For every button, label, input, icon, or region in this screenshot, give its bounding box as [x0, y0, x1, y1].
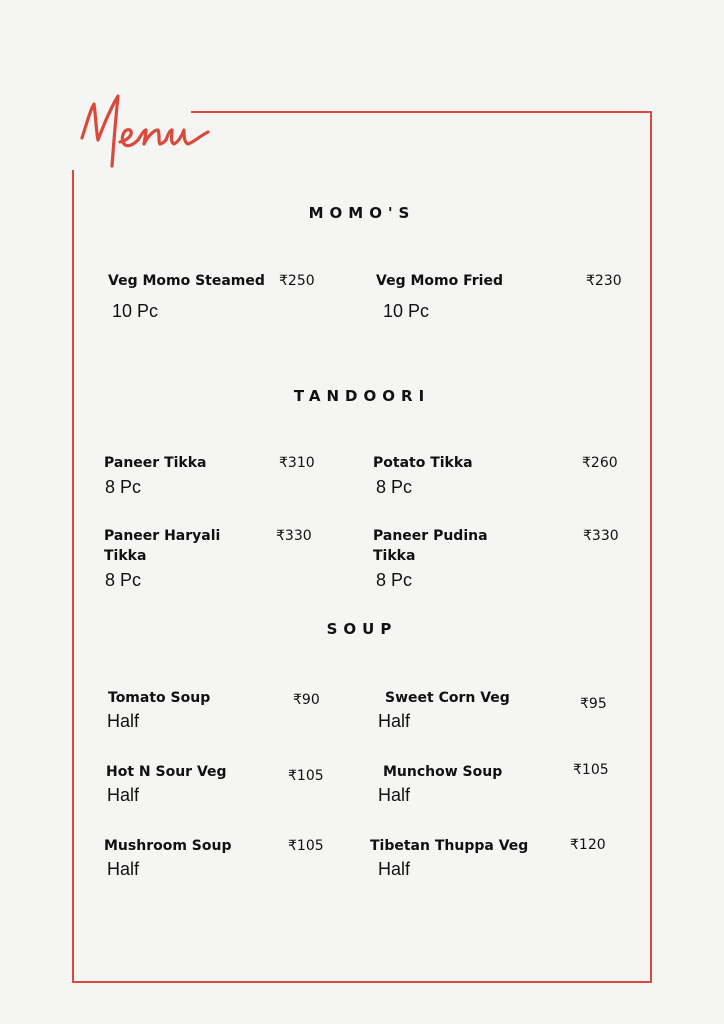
- item-desc-munchow-soup: Half: [378, 785, 411, 805]
- item-desc-veg-momo-fried: 10 Pc: [383, 301, 430, 321]
- item-desc-hot-n-sour-veg: Half: [107, 785, 140, 805]
- item-desc-paneer-haryali-tikka: 8 Pc: [105, 570, 142, 590]
- item-price-hot-n-sour-veg: ₹105: [288, 768, 324, 784]
- item-name-tomato-soup: Tomato Soup: [108, 690, 211, 706]
- section-title-soup: SOUP: [326, 620, 398, 638]
- item-price-paneer-pudina-tikka: ₹330: [583, 528, 619, 544]
- item-desc-sweet-corn-veg: Half: [378, 711, 411, 731]
- frame-top-line: [191, 111, 652, 113]
- section-title-tandoori: TANDOORI: [293, 387, 431, 405]
- item-price-mushroom-soup: ₹105: [288, 838, 324, 854]
- item-name-sweet-corn-veg: Sweet Corn Veg: [385, 690, 510, 706]
- item-desc-mushroom-soup: Half: [107, 859, 140, 879]
- menu-script-title: [76, 80, 216, 175]
- frame-left-line: [72, 170, 74, 983]
- item-name-paneer-pudina-tikka: Paneer Pudina Tikka: [373, 528, 488, 564]
- frame-bottom-line: [72, 981, 652, 983]
- item-name-tibetan-thuppa-veg: Tibetan Thuppa Veg: [370, 838, 529, 854]
- item-desc-tibetan-thuppa-veg: Half: [378, 859, 411, 879]
- item-name-mushroom-soup: Mushroom Soup: [104, 838, 232, 854]
- item-name-paneer-tikka: Paneer Tikka: [104, 455, 207, 471]
- item-price-munchow-soup: ₹105: [573, 762, 609, 778]
- frame-right-line: [650, 111, 652, 983]
- item-desc-veg-momo-steamed: 10 Pc: [112, 301, 159, 321]
- item-desc-paneer-pudina-tikka: 8 Pc: [376, 570, 413, 590]
- item-price-veg-momo-steamed: ₹250: [279, 273, 315, 289]
- item-name-hot-n-sour-veg: Hot N Sour Veg: [106, 764, 227, 780]
- item-name-munchow-soup: Munchow Soup: [383, 764, 503, 780]
- item-price-paneer-tikka: ₹310: [279, 455, 315, 471]
- item-price-sweet-corn-veg: ₹95: [580, 696, 607, 712]
- item-price-potato-tikka: ₹260: [582, 455, 618, 471]
- item-desc-paneer-tikka: 8 Pc: [105, 477, 142, 497]
- item-name-paneer-haryali-tikka: Paneer Haryali Tikka: [104, 528, 221, 564]
- item-name-veg-momo-fried: Veg Momo Fried: [376, 273, 503, 289]
- item-desc-tomato-soup: Half: [107, 711, 140, 731]
- item-name-potato-tikka: Potato Tikka: [373, 455, 473, 471]
- item-desc-potato-tikka: 8 Pc: [376, 477, 413, 497]
- item-price-veg-momo-fried: ₹230: [586, 273, 622, 289]
- item-price-paneer-haryali-tikka: ₹330: [276, 528, 312, 544]
- item-price-tomato-soup: ₹90: [293, 692, 320, 708]
- section-title-momos: MOMO'S: [308, 204, 416, 222]
- item-name-veg-momo-steamed: Veg Momo Steamed: [108, 273, 265, 289]
- item-price-tibetan-thuppa-veg: ₹120: [570, 837, 606, 853]
